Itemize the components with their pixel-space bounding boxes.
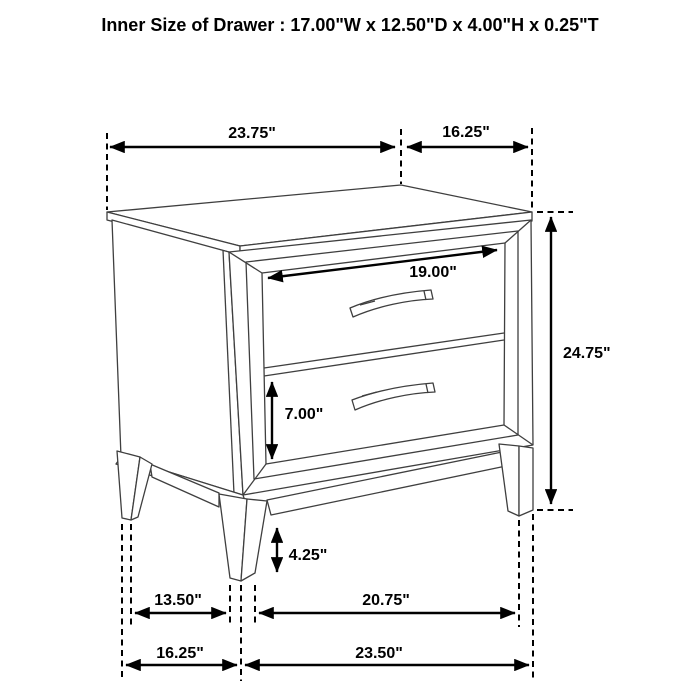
front-right-leg-front xyxy=(499,444,519,516)
dim-overall-height-label: 24.75" xyxy=(563,345,611,362)
dim-footprint-width-label: 23.50" xyxy=(355,645,403,662)
dim-drawer-height-label: 7.00" xyxy=(284,406,324,423)
dim-leg-spacing-side-label: 13.50" xyxy=(154,592,202,609)
front-right-leg-side xyxy=(519,446,533,516)
diagram-title: Inner Size of Drawer : 17.00"W x 12.50"D x 4.00"H x 0.25"T xyxy=(101,15,599,35)
dim-drawer-width-label: 19.00" xyxy=(409,264,457,281)
nightstand-drawing xyxy=(107,185,533,581)
dim-top-depth-label: 16.25" xyxy=(442,124,490,141)
dim-top-width-label: 23.75" xyxy=(228,125,276,142)
dim-leg-height-label: 4.25" xyxy=(288,547,328,564)
drawer-opening xyxy=(262,243,505,464)
dim-leg-spacing-front-label: 20.75" xyxy=(362,592,410,609)
dim-footprint-depth-label: 16.25" xyxy=(156,645,204,662)
